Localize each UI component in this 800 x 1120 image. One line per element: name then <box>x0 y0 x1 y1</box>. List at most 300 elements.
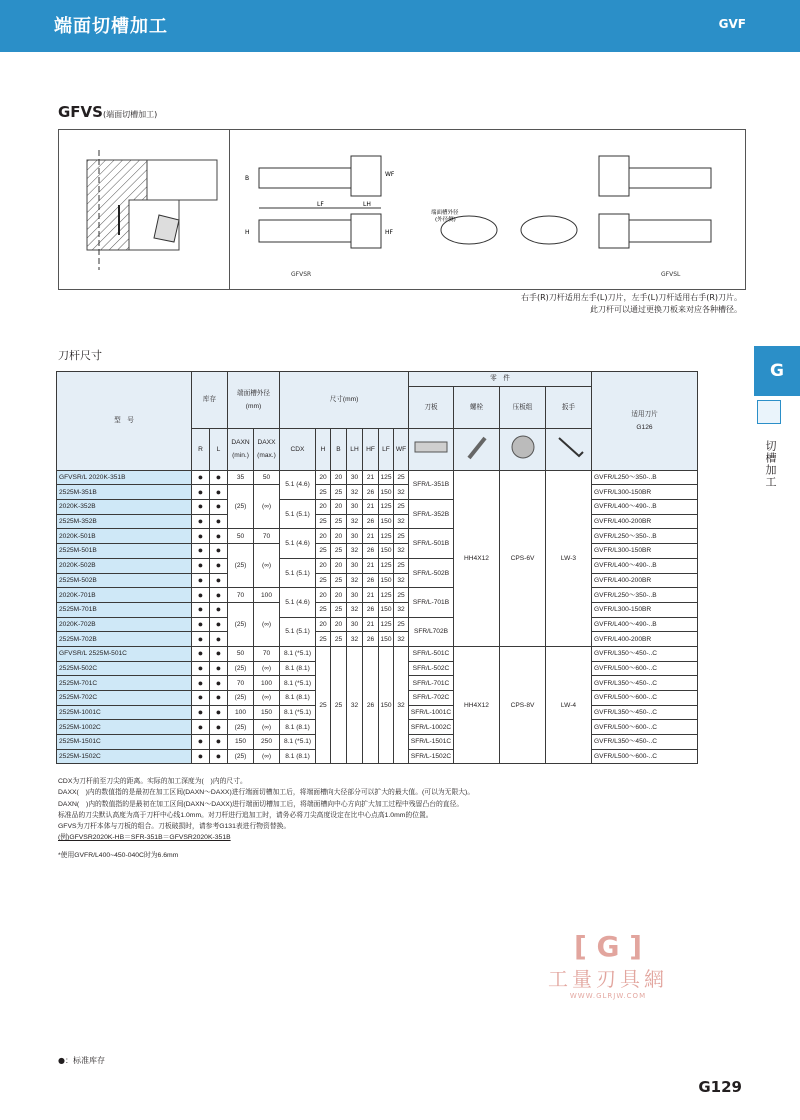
model-cell: 2525M-351B <box>57 485 192 500</box>
note-line: 标准品的刀尖默认高度为高于刀杆中心线1.0mm。对刀杆进行追加工时，请务必将刀尖高度设定在比中心点高1.0mm的位置。 <box>58 811 433 819</box>
img-screw <box>454 428 500 470</box>
note-hand-1: 右手(R)刀杆适用左手(L)刀片，左手(L)刀杆适用右手(R)刀片。 <box>521 293 742 302</box>
table-row <box>57 470 698 485</box>
table-cell: ● <box>210 588 228 603</box>
table-cell: SFR/L-501C <box>409 646 454 661</box>
model-cell: 2525M-1502C <box>57 749 192 764</box>
grooving-icon <box>757 400 781 424</box>
table-cell: 20 <box>331 470 347 485</box>
th-parts: 零 件 <box>409 372 592 387</box>
table-cell: ● <box>210 529 228 544</box>
table-cell: 5.1 (4.6) <box>280 529 316 558</box>
table-cell: ● <box>192 735 210 750</box>
table-cell: SFR/L-701B <box>409 588 454 617</box>
table-cell: 20 <box>331 588 347 603</box>
th-clamp: 压板组 <box>500 386 546 428</box>
table-cell: 21 <box>363 558 379 573</box>
table-cell: 30 <box>347 558 363 573</box>
table-cell: GVFR/L500～600-..C <box>592 720 698 735</box>
table-cell: 32 <box>394 544 409 559</box>
table-cell: (25) <box>228 485 254 529</box>
table-cell: (∞) <box>254 602 280 646</box>
dim-hf: HF <box>385 229 393 236</box>
table-cell: GVFR/L400～490-..B <box>592 617 698 632</box>
model-cell: GFVSR/L 2020K-351B <box>57 470 192 485</box>
table-cell: SFR/L-702C <box>409 691 454 706</box>
th-hf: HF <box>363 428 379 470</box>
table-cell: 25 <box>316 573 331 588</box>
table-cell: (25) <box>228 749 254 764</box>
table-cell: 50 <box>228 646 254 661</box>
table-cell: ● <box>210 749 228 764</box>
fig-note-2: (外径侧) <box>435 217 456 223</box>
table-cell: 26 <box>363 514 379 529</box>
th-l: L <box>210 428 228 470</box>
table-cell: GVFR/L350～450-..C <box>592 676 698 691</box>
table-cell: LW-3 <box>546 470 592 646</box>
table-cell: 32 <box>347 514 363 529</box>
table-cell: GVFR/L350～450-..C <box>592 646 698 661</box>
table-cell: 150 <box>379 485 394 500</box>
table-cell: 20 <box>316 617 331 632</box>
table-cell: GVFR/L300-150BR <box>592 544 698 559</box>
table-cell: SFR/L-352B <box>409 500 454 529</box>
page-code: GVF <box>718 17 746 31</box>
model-cell: GFVSR/L 2525M-501C <box>57 646 192 661</box>
section-subtitle: (端面切槽加工) <box>102 110 158 119</box>
table-cell: GVFR/L250～350-..B <box>592 470 698 485</box>
table-cell: ● <box>192 602 210 617</box>
table-cell: ● <box>210 514 228 529</box>
table-title: 刀杆尺寸 <box>58 349 102 362</box>
th-wf: WF <box>394 428 409 470</box>
table-cell: 125 <box>379 500 394 515</box>
table-cell: 30 <box>347 617 363 632</box>
th-blade: 刀板 <box>409 386 454 428</box>
th-b: B <box>331 428 347 470</box>
table-cell: GVFR/L400～490-..B <box>592 558 698 573</box>
table-cell: 8.1 (*5.1) <box>280 705 316 720</box>
table-cell: 250 <box>254 735 280 750</box>
table-cell: ● <box>192 573 210 588</box>
table-cell: 30 <box>347 500 363 515</box>
table-cell: ● <box>192 514 210 529</box>
drawing-divider <box>229 130 230 289</box>
table-cell: 150 <box>379 646 394 764</box>
table-cell: 8.1 (8.1) <box>280 661 316 676</box>
tool-drawing-right <box>231 130 745 289</box>
th-screw: 螺栓 <box>454 386 500 428</box>
table-cell: GVFR/L500～600-..C <box>592 749 698 764</box>
table-cell: 8.1 (*5.1) <box>280 676 316 691</box>
table-cell: 30 <box>347 588 363 603</box>
table-cell: 50 <box>254 470 280 485</box>
model-cell: 2020K-501B <box>57 529 192 544</box>
table-cell: ● <box>192 661 210 676</box>
table-cell: 30 <box>347 529 363 544</box>
table-cell: (25) <box>228 720 254 735</box>
table-cell: 150 <box>254 705 280 720</box>
table-cell: ● <box>192 749 210 764</box>
table-cell: SFR/L-351B <box>409 470 454 499</box>
table-cell: GVFR/L400-200BR <box>592 514 698 529</box>
table-cell: 32 <box>394 485 409 500</box>
table-cell: 32 <box>347 485 363 500</box>
watermark <box>528 930 688 1000</box>
label-gfvsr: GFVSR <box>291 271 312 278</box>
table-cell: 20 <box>331 617 347 632</box>
table-cell: 32 <box>347 632 363 647</box>
table-row <box>57 500 698 515</box>
table-cell: ● <box>210 735 228 750</box>
table-cell: 100 <box>228 705 254 720</box>
table-cell: 20 <box>316 529 331 544</box>
table-cell: (∞) <box>254 691 280 706</box>
th-model: 型 号 <box>57 372 192 471</box>
table-cell: SFR/L-1502C <box>409 749 454 764</box>
table-row <box>57 617 698 632</box>
table-cell: 25 <box>394 470 409 485</box>
table-cell: 26 <box>363 544 379 559</box>
table-cell: ● <box>192 676 210 691</box>
table-cell: 25 <box>316 544 331 559</box>
table-row <box>57 529 698 544</box>
table-cell: 150 <box>379 602 394 617</box>
table-cell: (25) <box>228 544 254 588</box>
th-wrench: 扳手 <box>546 386 592 428</box>
table-cell: ● <box>210 602 228 617</box>
table-cell: SFR/L-1002C <box>409 720 454 735</box>
table-cell: 32 <box>347 646 363 764</box>
th-lh: LH <box>347 428 363 470</box>
table-cell: 25 <box>331 485 347 500</box>
table-cell: ● <box>192 720 210 735</box>
table-cell: 21 <box>363 617 379 632</box>
table-cell: ● <box>210 632 228 647</box>
model-cell: 2525M-1501C <box>57 735 192 750</box>
table-cell: ● <box>192 485 210 500</box>
table-cell: 21 <box>363 500 379 515</box>
table-cell: ● <box>192 470 210 485</box>
notes-block <box>58 776 474 861</box>
table-cell: 125 <box>379 558 394 573</box>
table-cell: 25 <box>394 529 409 544</box>
label-gfvsl: GFVSL <box>661 271 681 278</box>
table-cell: 26 <box>363 573 379 588</box>
table-cell: ● <box>210 720 228 735</box>
table-cell: (∞) <box>254 720 280 735</box>
table-cell: 125 <box>379 470 394 485</box>
table-cell: GVFR/L500～600-..C <box>592 691 698 706</box>
table-cell: 70 <box>254 646 280 661</box>
header-bar <box>0 0 800 52</box>
table-cell: SFR/L-701C <box>409 676 454 691</box>
table-cell: 32 <box>347 602 363 617</box>
table-cell: 26 <box>363 485 379 500</box>
th-insert-label: 适用刀片 <box>631 410 658 418</box>
table-cell: 20 <box>331 558 347 573</box>
dim-lh: LH <box>363 201 371 208</box>
table-cell: GVFR/L400-200BR <box>592 573 698 588</box>
model-cell: 2525M-701C <box>57 676 192 691</box>
table-row <box>57 588 698 603</box>
th-insert <box>592 372 698 471</box>
note-line: CDX为刀杆前至刀尖的距离。实际的加工深度为( )内的尺寸。 <box>58 778 247 785</box>
table-cell: 25 <box>331 544 347 559</box>
table-cell: 20 <box>316 470 331 485</box>
th-daxx: DAXX (max.) <box>254 428 280 470</box>
table-cell: (∞) <box>254 661 280 676</box>
table-cell: HH4X12 <box>454 646 500 764</box>
table-cell: ● <box>210 617 228 632</box>
table-cell: 25 <box>394 558 409 573</box>
table-cell: 35 <box>228 470 254 485</box>
note-hand-2: 此刀杆可以通过更换刀板来对应各种槽径。 <box>590 305 742 314</box>
table-cell: 125 <box>379 588 394 603</box>
table-cell: SFR/L702B <box>409 617 454 646</box>
table-cell: ● <box>210 485 228 500</box>
table-cell: (25) <box>228 661 254 676</box>
table-cell: ● <box>210 558 228 573</box>
table-cell: ● <box>192 500 210 515</box>
note-line: DAXN( )内的数值指的是最初在加工区间(DAXN～DAXX)进行端面切槽加工后，将端面槽向中心方向扩大加工过程中残留凸台的直径。 <box>58 800 464 808</box>
table-cell: 32 <box>394 602 409 617</box>
table-cell: GVFR/L300-150BR <box>592 485 698 500</box>
table-cell: GVFR/L500～600-..C <box>592 661 698 676</box>
table-cell: 25 <box>331 514 347 529</box>
table-cell: 5.1 (5.1) <box>280 617 316 646</box>
watermark-logo: [ G ] <box>573 930 643 963</box>
table-cell: 21 <box>363 529 379 544</box>
table-cell: (∞) <box>254 485 280 529</box>
table-cell: SFR/L-502B <box>409 558 454 587</box>
th-insert-ref[interactable]: G126 <box>636 423 653 431</box>
page-title: 端面切槽加工 <box>54 16 168 37</box>
section-code: GFVS <box>58 103 103 121</box>
table-cell: 8.1 (8.1) <box>280 691 316 706</box>
table-cell: 5.1 (5.1) <box>280 558 316 587</box>
table-cell: 32 <box>347 544 363 559</box>
model-cell: 2525M-502C <box>57 661 192 676</box>
model-cell: 2525M-502B <box>57 573 192 588</box>
model-cell: 2525M-352B <box>57 514 192 529</box>
table-cell: SFR/L-501B <box>409 529 454 558</box>
table-cell: LW-4 <box>546 646 592 764</box>
table-cell: ● <box>210 646 228 661</box>
model-cell: 2525M-701B <box>57 602 192 617</box>
table-cell: 25 <box>394 588 409 603</box>
table-cell: CPS-6V <box>500 470 546 646</box>
table-cell: GVFR/L250～350-..B <box>592 529 698 544</box>
tool-drawing-left <box>59 130 229 289</box>
table-cell: 125 <box>379 617 394 632</box>
th-stock: 库存 <box>192 372 228 429</box>
table-cell: 150 <box>228 735 254 750</box>
table-cell: 26 <box>363 632 379 647</box>
table-row <box>57 602 698 617</box>
table-cell: 25 <box>331 573 347 588</box>
img-blade <box>409 428 454 470</box>
table-cell: 26 <box>363 602 379 617</box>
table-cell: 30 <box>347 470 363 485</box>
model-cell: 2525M-702B <box>57 632 192 647</box>
img-clamp <box>500 428 546 470</box>
table-cell: (∞) <box>254 749 280 764</box>
table-cell: 32 <box>394 573 409 588</box>
model-cell: 2525M-1001C <box>57 705 192 720</box>
table-cell: ● <box>192 558 210 573</box>
model-cell: 2020K-352B <box>57 500 192 515</box>
table-cell: GVFR/L400～490-..B <box>592 500 698 515</box>
side-label: 切槽加工 <box>764 440 777 488</box>
table-cell: 25 <box>331 646 347 764</box>
table-cell: 25 <box>394 617 409 632</box>
table-cell: GVFR/L300-150BR <box>592 602 698 617</box>
model-cell: 2525M-702C <box>57 691 192 706</box>
model-cell: 2525M-501B <box>57 544 192 559</box>
table-cell: 150 <box>379 632 394 647</box>
note-line: GFVS为刀杆本体与刀板的组合。刀板破损时，请参考G131表进行物资替换。 <box>58 823 291 831</box>
table-cell: ● <box>192 588 210 603</box>
page-number: G129 <box>698 1078 742 1096</box>
note-line: (例)GFVSR2020K-HB＝SFR-351B＝GFVSR2020K-351B <box>58 834 231 842</box>
th-lf: LF <box>379 428 394 470</box>
table-cell: 25 <box>394 500 409 515</box>
table-cell: ● <box>210 691 228 706</box>
table-cell: 20 <box>331 500 347 515</box>
table-cell: 25 <box>316 646 331 764</box>
table-cell: GVFR/L400-200BR <box>592 632 698 647</box>
table-cell: GVFR/L350～450-..C <box>592 705 698 720</box>
th-r: R <box>192 428 210 470</box>
fig-note-1: 端面槽外径 <box>431 210 459 216</box>
th-dims: 尺寸(mm) <box>280 372 409 429</box>
table-cell: ● <box>210 661 228 676</box>
holder-table <box>56 371 698 764</box>
table-cell: 150 <box>379 544 394 559</box>
table-cell: ● <box>192 617 210 632</box>
table-cell: ● <box>192 632 210 647</box>
table-row <box>57 573 698 588</box>
table-cell: ● <box>192 544 210 559</box>
section-title <box>58 103 157 121</box>
table-row <box>57 544 698 559</box>
table-cell: 21 <box>363 470 379 485</box>
table-cell: SFR/L-1001C <box>409 705 454 720</box>
table-cell: 25 <box>331 602 347 617</box>
table-cell: SFR/L-502C <box>409 661 454 676</box>
table-row <box>57 514 698 529</box>
table-cell: 20 <box>316 588 331 603</box>
table-cell: ● <box>210 470 228 485</box>
table-cell: 150 <box>379 514 394 529</box>
drawing-box <box>58 129 746 290</box>
img-wrench <box>546 428 592 470</box>
table-cell: 32 <box>394 646 409 764</box>
dim-h: H <box>245 229 250 236</box>
dim-lf: LF <box>317 201 324 208</box>
th-daxn: DAXN (min.) <box>228 428 254 470</box>
table-cell: (25) <box>228 602 254 646</box>
side-tab-g[interactable]: G <box>754 346 800 396</box>
table-cell: ● <box>210 544 228 559</box>
table-cell: 25 <box>316 632 331 647</box>
table-cell: ● <box>210 573 228 588</box>
table-cell: 100 <box>254 588 280 603</box>
table-row <box>57 646 698 661</box>
table-cell: HH4X12 <box>454 470 500 646</box>
table-cell: 20 <box>331 529 347 544</box>
table-cell: 25 <box>331 632 347 647</box>
table-cell: GVFR/L350～450-..C <box>592 735 698 750</box>
model-cell: 2020K-701B <box>57 588 192 603</box>
table-cell: 32 <box>394 632 409 647</box>
table-cell: 100 <box>254 676 280 691</box>
table-cell: 150 <box>379 573 394 588</box>
table-cell: (25) <box>228 691 254 706</box>
table-cell: 25 <box>316 514 331 529</box>
model-cell: 2525M-1002C <box>57 720 192 735</box>
dim-wf: WF <box>385 171 395 178</box>
table-cell: ● <box>192 705 210 720</box>
table-cell: SFR/L-1501C <box>409 735 454 750</box>
table-cell: 20 <box>316 500 331 515</box>
stock-legend: ●：标准库存 <box>58 1056 105 1065</box>
table-cell: 50 <box>228 529 254 544</box>
table-cell: 125 <box>379 529 394 544</box>
model-cell: 2020K-502B <box>57 558 192 573</box>
table-cell: 32 <box>394 514 409 529</box>
table-row <box>57 485 698 500</box>
note-line: *使用GVFR/L400~450-040C时为6.6mm <box>58 851 179 859</box>
table-cell: (∞) <box>254 544 280 588</box>
th-h: H <box>316 428 331 470</box>
table-row <box>57 558 698 573</box>
table-cell: 5.1 (4.6) <box>280 470 316 499</box>
table-cell: 21 <box>363 588 379 603</box>
note-line: DAXX( )内的数值指的是最初在加工区间(DAXN～DAXX)进行端面切槽加工后，将端面槽向大径部分可以扩大的最大值。(可以为无限大)。 <box>58 789 475 797</box>
table-cell: 8.1 (8.1) <box>280 749 316 764</box>
table-cell: CPS-8V <box>500 646 546 764</box>
table-cell: ● <box>210 676 228 691</box>
table-cell: 25 <box>316 485 331 500</box>
table-cell: ● <box>192 646 210 661</box>
table-cell: GVFR/L250～350-..B <box>592 588 698 603</box>
table-cell: ● <box>192 529 210 544</box>
table-row <box>57 632 698 647</box>
table-cell: 26 <box>363 646 379 764</box>
table-cell: 8.1 (*5.1) <box>280 735 316 750</box>
table-cell: 32 <box>347 573 363 588</box>
dim-b: B <box>245 175 250 182</box>
table-cell: 20 <box>316 558 331 573</box>
table-cell: 8.1 (*5.1) <box>280 646 316 661</box>
watermark-name: 工量刃具網 <box>548 967 668 991</box>
table-cell: 70 <box>254 529 280 544</box>
th-outer: 端面槽外径 (mm) <box>228 372 280 429</box>
table-cell: 5.1 (5.1) <box>280 500 316 529</box>
table-cell: ● <box>210 705 228 720</box>
table-cell: 70 <box>228 588 254 603</box>
model-cell: 2020K-702B <box>57 617 192 632</box>
table-cell: 70 <box>228 676 254 691</box>
th-cdx: CDX <box>280 428 316 470</box>
table-cell: 8.1 (8.1) <box>280 720 316 735</box>
table-cell: ● <box>192 691 210 706</box>
table-cell: ● <box>210 500 228 515</box>
table-cell: 5.1 (4.6) <box>280 588 316 617</box>
table-cell: 25 <box>316 602 331 617</box>
